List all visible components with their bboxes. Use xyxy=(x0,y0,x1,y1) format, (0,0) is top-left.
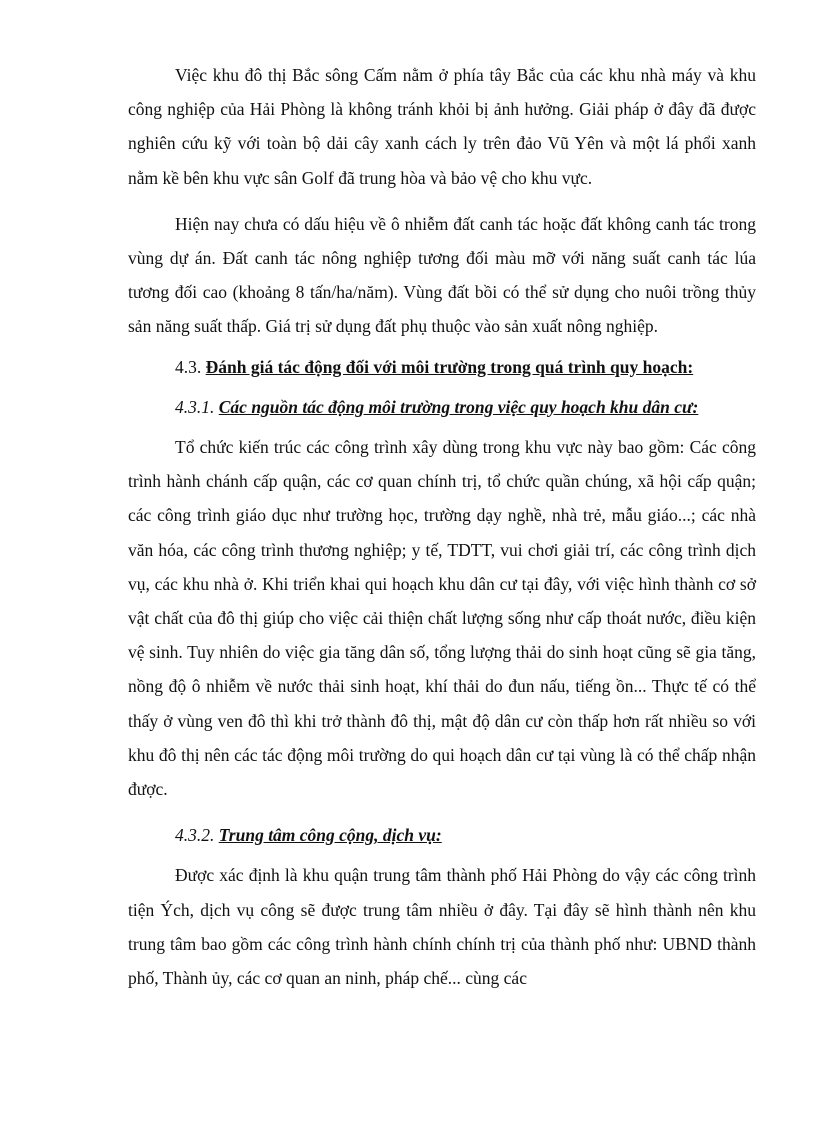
paragraph-architecture: Tổ chức kiến trúc các công trình xây dùng trong khu vực này bao gồm: Các công trình hành chánh cấp quận, các cơ quan chính trị, tổ chức quần chúng, xã hội cấp quận; các công trình giáo dục như trường học, trường dạy nghề, nhà trẻ, mẫu giáo...; các nhà văn hóa, các công trình thương nghiệp; y tế, TDTT, vui chơi giải trí, các công trình dịch vụ, các khu nhà ở. Khi triển khai qui hoạch khu dân cư tại đây, với việc hình thành cơ sở vật chất của đô thị giúp cho việc cải thiện chất lượng sống như cấp thoát nước, điều kiện vệ sinh. Tuy nhiên do việc gia tăng dân số, tổng lượng thải do sinh hoạt cũng sẽ gia tăng, nồng độ ô nhiễm về nước thải sinh hoạt, khí thải do đun nấu, tiếng ồn... Thực tế có thể thấy ở vùng ven đô thì khi trở thành đô thị, mật độ dân cư còn thấp hơn rất nhiều so với khu đô thị nên các tác động môi trường do qui hoạch dân cư tại vùng là có thể chấp nhận được. xyxy=(128,437,756,800)
section-number-4-3-1: 4.3.1. xyxy=(175,396,215,417)
section-heading-4-3-2 xyxy=(128,818,756,852)
section-number-4-3-2: 4.3.2. xyxy=(175,825,215,846)
section-heading-4-3-1 xyxy=(128,390,756,424)
section-title-4-3-1: Các nguồn tác động môi trường trong việc quy hoạch khu dân cư: xyxy=(218,396,699,417)
section-heading-4-3 xyxy=(128,350,756,384)
section-title-4-3: Đánh giá tác động đối với môi trường trong quá trình quy hoạch: xyxy=(205,356,694,377)
paragraph-soil-pollution: Hiện nay chưa có dấu hiệu về ô nhiễm đất canh tác hoặc đất không canh tác trong vùng dự án. Đất canh tác nông nghiệp tương đối màu mỡ với năng suất canh tác lúa tương đối cao (khoảng 8 tấn/ha/năm). Vùng đất bồi có thể sử dụng cho nuôi trồng thủy sản năng suất thấp. Giá trị sử dụng đất phụ thuộc vào sản xuất nông nghiệp. xyxy=(128,213,756,337)
section-title-4-3-2: Trung tâm công cộng, dịch vụ: xyxy=(218,825,442,846)
document-page xyxy=(128,58,756,995)
section-number-4-3: 4.3. xyxy=(175,356,202,377)
paragraph-public-center: Được xác định là khu quận trung tâm thành phố Hải Phòng do vậy các công trình tiện Ých, dịch vụ công sẽ được trung tâm nhiều ở đây. Tại đây sẽ hình thành nên khu trung tâm bao gồm các công trình hành chính chính trị của thành phố như: UBND thành phố, Thành ủy, các cơ quan an ninh, pháp chế... cùng các xyxy=(128,865,756,989)
paragraph-bac-song-cam: Việc khu đô thị Bắc sông Cấm nằm ở phía tây Bắc của các khu nhà máy và khu công nghiệp của Hải Phòng là không tránh khỏi bị ảnh hưởng. Giải pháp ở đây đã được nghiên cứu kỹ với toàn bộ dải cây xanh cách ly trên đảo Vũ Yên và một lá phổi xanh nằm kề bên khu vực sân Golf đã trung hòa và bảo vệ cho khu vực. xyxy=(128,65,756,188)
